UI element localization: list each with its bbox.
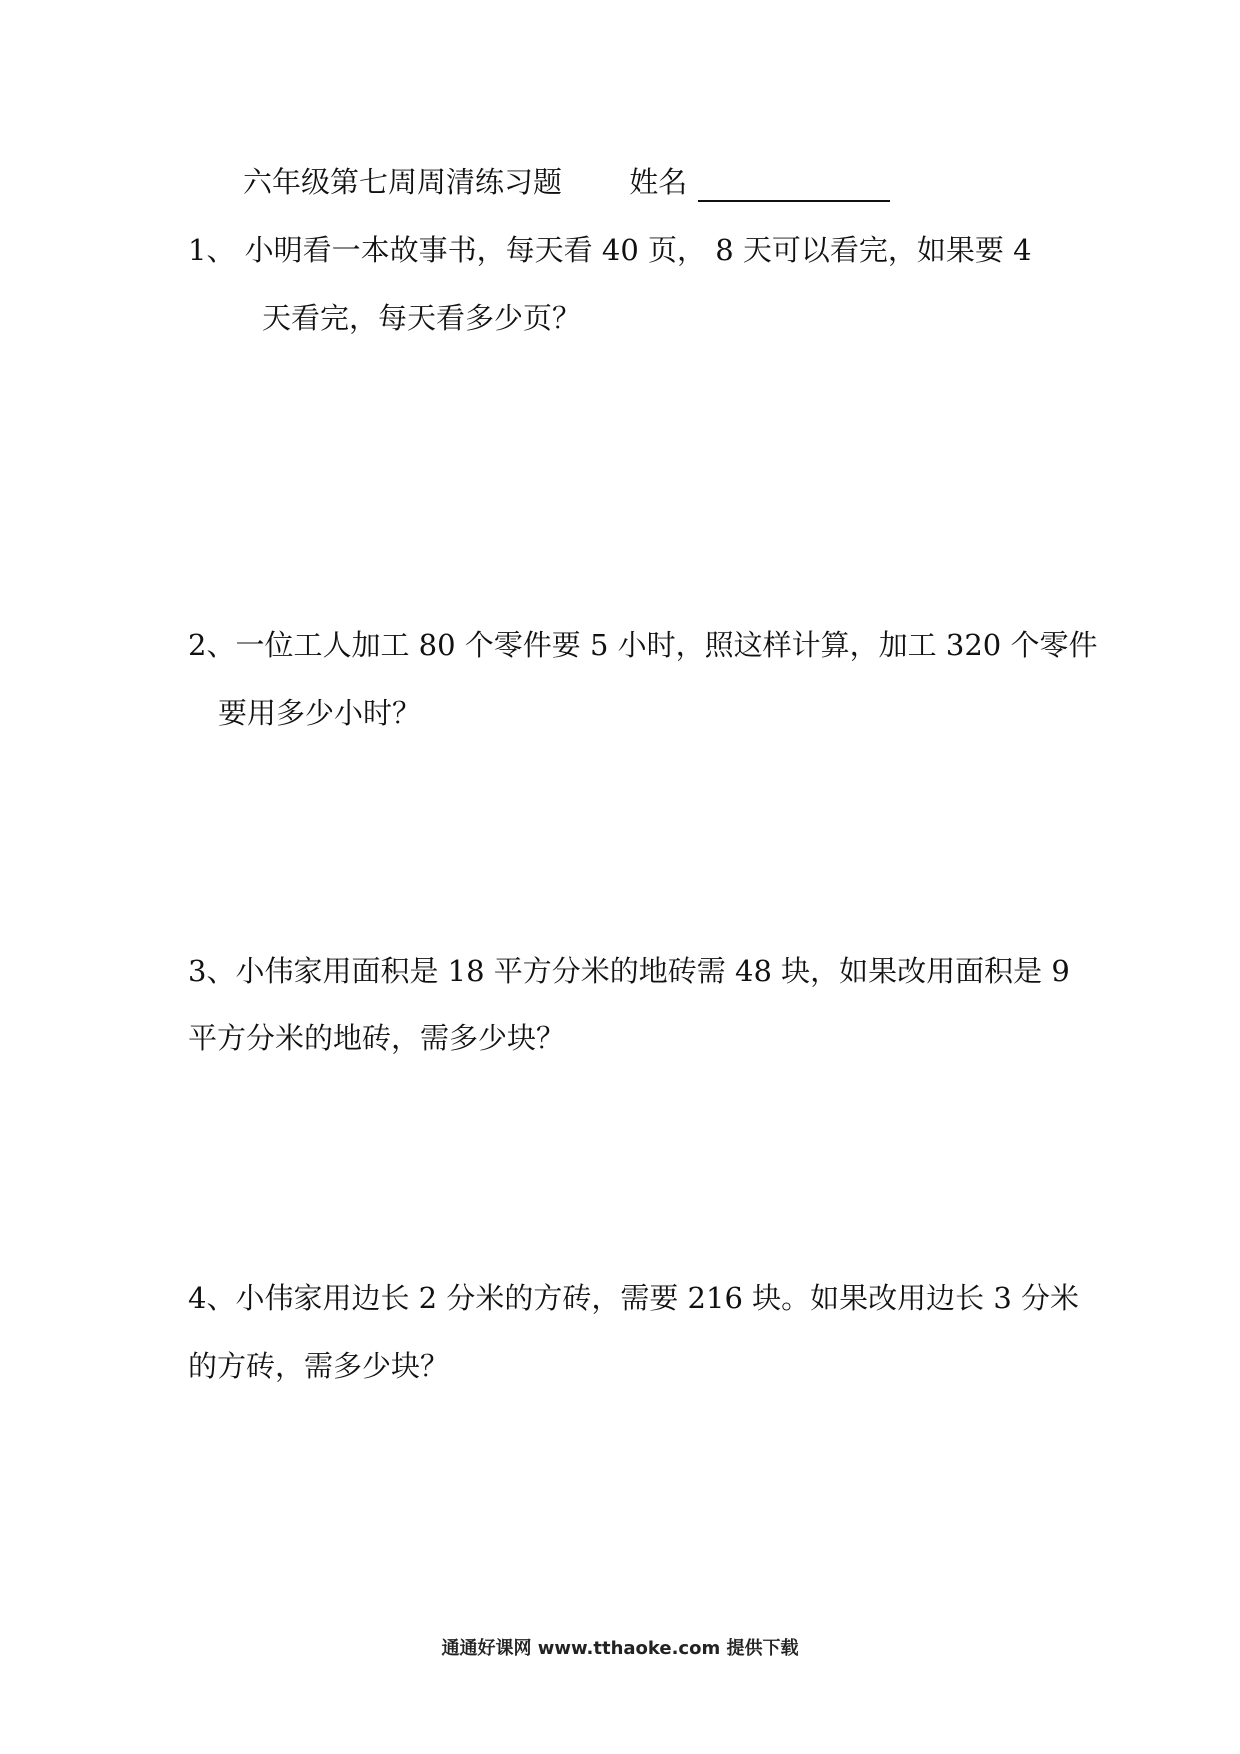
question-4-line-2: 的方砖，需多少块？ (188, 1349, 450, 1383)
footer-download-note: 通通好课网 www.tthaoke.com 提供下载 (441, 1638, 799, 1659)
question-3-line-2: 平方分米的地砖，需多少块？ (188, 1021, 566, 1055)
worksheet-header (243, 162, 890, 202)
question-4-line-1: 4、小伟家用边长 2 分米的方砖，需要 216 块。如果改用边长 3 分米 (188, 1281, 1080, 1315)
worksheet-title: 六年级第七周周清练习题 (243, 165, 563, 199)
name-blank-line (698, 172, 890, 202)
name-label: 姓名 (629, 165, 688, 199)
question-1-line-2: 天看完，每天看多少页？ (262, 301, 582, 335)
question-2-line-2: 要用多少小时？ (218, 696, 422, 730)
question-2-line-1: 2、一位工人加工 80 个零件要 5 小时，照这样计算，加工 320 个零件 (188, 628, 1098, 662)
question-3-line-1: 3、小伟家用面积是 18 平方分米的地砖需 48 块，如果改用面积是 9 (188, 954, 1070, 988)
question-1-line-1: 1、 小明看一本故事书，每天看 40 页， 8 天可以看完，如果要 4 (188, 233, 1032, 267)
